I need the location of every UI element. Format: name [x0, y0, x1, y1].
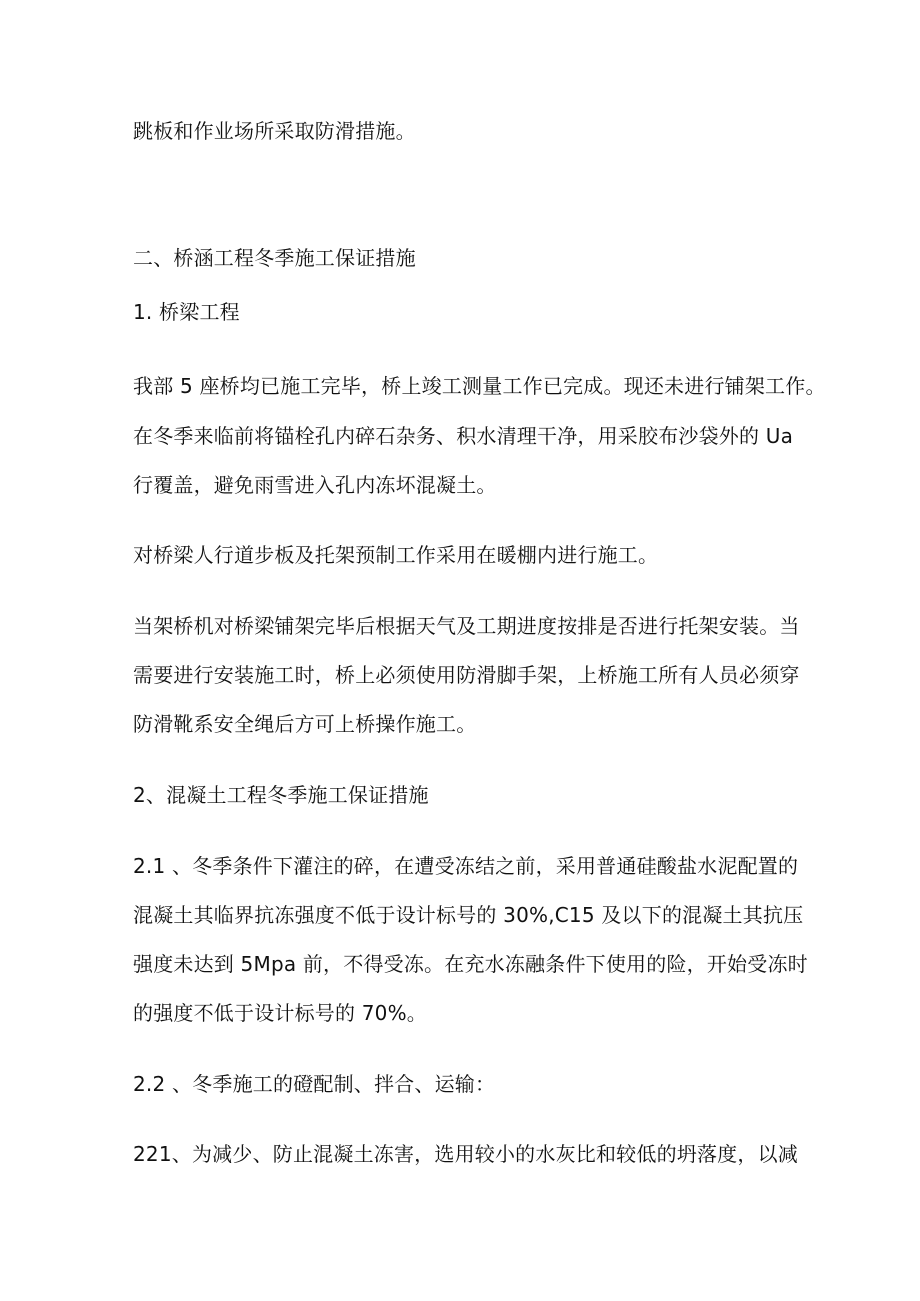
- paragraph-line: 需要进行安装施工时，桥上必须使用防滑脚手架，上桥施工所有人员必须穿: [133, 663, 800, 687]
- paragraph-line: 行覆盖，避免雨雪进入孔内冻坏混凝土。: [133, 473, 497, 497]
- subsection-heading-concrete: 2、混凝土工程冬季施工保证措施: [133, 783, 429, 807]
- paragraph-line: 当架桥机对桥梁铺架完毕后根据天气及工期进度按排是否进行托架安装。当: [133, 614, 800, 638]
- paragraph-line: 防滑靴系安全绳后方可上桥操作施工。: [133, 712, 477, 736]
- subsection-heading-bridge: 1. 桥梁工程: [133, 300, 240, 324]
- paragraph-line: 混凝土其临界抗冻强度不低于设计标号的 30%,C15 及以下的混凝土其抗压: [133, 903, 804, 927]
- paragraph-line: 在冬季来临前将锚栓孔内碎石杂务、积水清理干净，用采胶布沙袋外的 Ua: [133, 424, 794, 448]
- paragraph-line: 对桥梁人行道步板及托架预制工作采用在暖棚内进行施工。: [133, 543, 659, 567]
- paragraph-line: 我部 5 座桥均已施工完毕，桥上竣工测量工作已完成。现还未进行铺架工作。: [133, 374, 826, 398]
- paragraph-line: 强度未达到 5Mpa 前，不得受冻。在充水冻融条件下使用的险，开始受冻时: [133, 952, 808, 976]
- section-heading-bridge-culvert: 二、桥涵工程冬季施工保证措施: [133, 246, 416, 270]
- paragraph-line: 221、为减少、防止混凝土冻害，选用较小的水灰比和较低的坍落度，以减: [133, 1142, 798, 1166]
- paragraph-line: 的强度不低于设计标号的 70%。: [133, 1001, 428, 1025]
- paragraph-line: 2.1 、冬季条件下灌注的碎，在遭受冻结之前，采用普通硅酸盐水泥配置的: [133, 854, 799, 878]
- subsection-heading-mixing: 2.2 、冬季施工的磴配制、拌合、运输：: [133, 1072, 496, 1096]
- text-line-1: 跳板和作业场所采取防滑措施。: [133, 119, 416, 143]
